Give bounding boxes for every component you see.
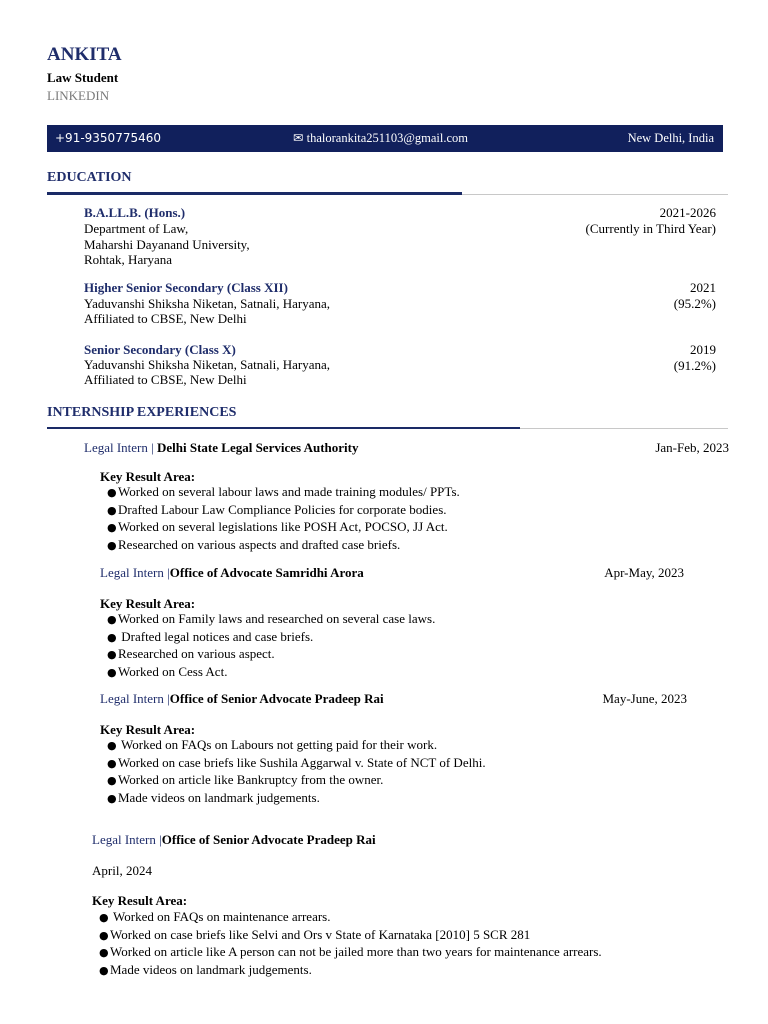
candidate-name: ANKITA xyxy=(47,44,122,65)
contact-email[interactable] xyxy=(293,130,468,146)
internship-title xyxy=(84,440,358,456)
internship-role: Legal Intern | xyxy=(92,832,162,847)
kra-list xyxy=(107,737,486,807)
bullet-icon: ● xyxy=(107,739,117,752)
bullet-icon: ● xyxy=(99,963,109,977)
kra-list xyxy=(107,611,435,681)
bullet-icon: ● xyxy=(99,928,109,942)
kra-item: ● Worked on FAQs on Labours not getting paid for their work. xyxy=(107,737,486,755)
internship-title xyxy=(92,832,376,848)
bullet-icon: ● xyxy=(99,911,109,924)
internship-role: Legal Intern | xyxy=(84,440,154,455)
bullet-icon: ● xyxy=(107,791,117,805)
internship-org: Office of Senior Advocate Pradeep Rai xyxy=(169,691,384,706)
kra-item: ●Researched on various aspects and drafted case briefs. xyxy=(107,537,460,555)
key-result-area-label: Key Result Area: xyxy=(100,722,196,737)
bullet-icon: ● xyxy=(107,538,117,552)
contact-bar xyxy=(47,125,723,152)
internship-role: Legal Intern | xyxy=(100,691,170,706)
section-divider xyxy=(520,428,728,429)
education-degree: B.A.LL.B. (Hons.) xyxy=(84,205,186,220)
kra-list xyxy=(107,484,460,554)
education-year: 2021 xyxy=(690,280,716,295)
internship-title xyxy=(100,691,384,707)
education-detail: Rohtak, Haryana xyxy=(84,252,173,267)
bullet-icon: ● xyxy=(107,503,117,517)
kra-item: ●Worked on article like Bankruptcy from the owner. xyxy=(107,772,486,790)
contact-phone[interactable] xyxy=(55,130,161,146)
key-result-area-label: Key Result Area: xyxy=(100,469,196,484)
kra-item: ●Worked on several legislations like POSH Act, POCSO, JJ Act. xyxy=(107,519,460,537)
education-degree: Higher Senior Secondary (Class XII) xyxy=(84,280,288,295)
education-note: (Currently in Third Year) xyxy=(585,221,716,236)
kra-item: ●Worked on several labour laws and made training modules/ PPTs. xyxy=(107,484,460,502)
internship-date: Apr-May, 2023 xyxy=(604,565,684,580)
kra-item: ●Worked on Family laws and researched on several case laws. xyxy=(107,611,435,629)
bullet-icon: ● xyxy=(107,521,117,534)
bullet-icon: ● xyxy=(107,630,117,644)
bullet-icon: ● xyxy=(107,665,117,679)
education-detail: Affiliated to CBSE, New Delhi xyxy=(84,311,247,326)
kra-item: ●Researched on various aspect. xyxy=(107,646,435,664)
internship-title xyxy=(100,565,364,581)
education-note: (91.2%) xyxy=(673,358,716,373)
linkedin-link[interactable]: LINKEDIN xyxy=(47,88,110,103)
section-divider-accent xyxy=(47,427,520,429)
bullet-icon: ● xyxy=(107,613,117,626)
kra-item: ●Worked on article like A person can not be jailed more than two years for maintenance arrears. xyxy=(99,944,602,962)
education-year: 2019 xyxy=(690,342,716,357)
kra-item: ● Drafted legal notices and case briefs. xyxy=(107,629,435,647)
education-detail: Maharshi Dayanand University, xyxy=(84,237,250,252)
email-address: thalorankita251103@gmail.com xyxy=(306,131,468,145)
bullet-icon: ● xyxy=(99,946,109,959)
bullet-icon: ● xyxy=(107,774,117,787)
internship-org: Office of Senior Advocate Pradeep Rai xyxy=(161,832,376,847)
phone-number: +91-9350775460 xyxy=(55,131,162,145)
key-result-area-label: Key Result Area: xyxy=(100,596,196,611)
contact-location xyxy=(628,130,714,146)
education-detail: Department of Law, xyxy=(84,221,189,236)
internship-date: May-June, 2023 xyxy=(602,691,687,706)
location-text: New Delhi, India xyxy=(627,131,714,145)
internship-role: Legal Intern | xyxy=(100,565,170,580)
kra-item: ●Made videos on landmark judgements. xyxy=(99,962,602,980)
education-degree: Senior Secondary (Class X) xyxy=(84,342,236,357)
education-heading: EDUCATION xyxy=(47,170,132,185)
internship-org: Delhi State Legal Services Authority xyxy=(157,440,359,455)
mail-icon: ✉ xyxy=(293,130,304,145)
kra-item: ●Worked on case briefs like Sushila Aggarwal v. State of NCT of Delhi. xyxy=(107,755,486,773)
internship-date: Jan-Feb, 2023 xyxy=(655,440,729,455)
section-divider-accent xyxy=(47,192,462,195)
kra-item: ●Worked on case briefs like Selvi and Ors v State of Karnataka [2010] 5 SCR 281 xyxy=(99,927,602,945)
internship-heading: INTERNSHIP EXPERIENCES xyxy=(47,405,237,420)
kra-item: ●Made videos on landmark judgements. xyxy=(107,790,486,808)
internship-org: Office of Advocate Samridhi Arora xyxy=(169,565,364,580)
section-divider xyxy=(462,194,728,195)
bullet-icon: ● xyxy=(107,648,117,661)
education-detail: Affiliated to CBSE, New Delhi xyxy=(84,372,247,387)
candidate-title: Law Student xyxy=(47,70,119,85)
kra-list xyxy=(99,909,602,979)
education-note: (95.2%) xyxy=(673,296,716,311)
bullet-icon: ● xyxy=(107,756,117,770)
education-year: 2021-2026 xyxy=(659,205,716,220)
kra-item: ●Worked on Cess Act. xyxy=(107,664,435,682)
education-detail: Yaduvanshi Shiksha Niketan, Satnali, Haryana, xyxy=(84,296,331,311)
kra-item: ●Drafted Labour Law Compliance Policies for corporate bodies. xyxy=(107,502,460,520)
bullet-icon: ● xyxy=(107,486,117,499)
internship-date: April, 2024 xyxy=(92,863,152,878)
education-detail: Yaduvanshi Shiksha Niketan, Satnali, Haryana, xyxy=(84,357,331,372)
kra-item: ● Worked on FAQs on maintenance arrears. xyxy=(99,909,602,927)
key-result-area-label: Key Result Area: xyxy=(92,893,188,908)
